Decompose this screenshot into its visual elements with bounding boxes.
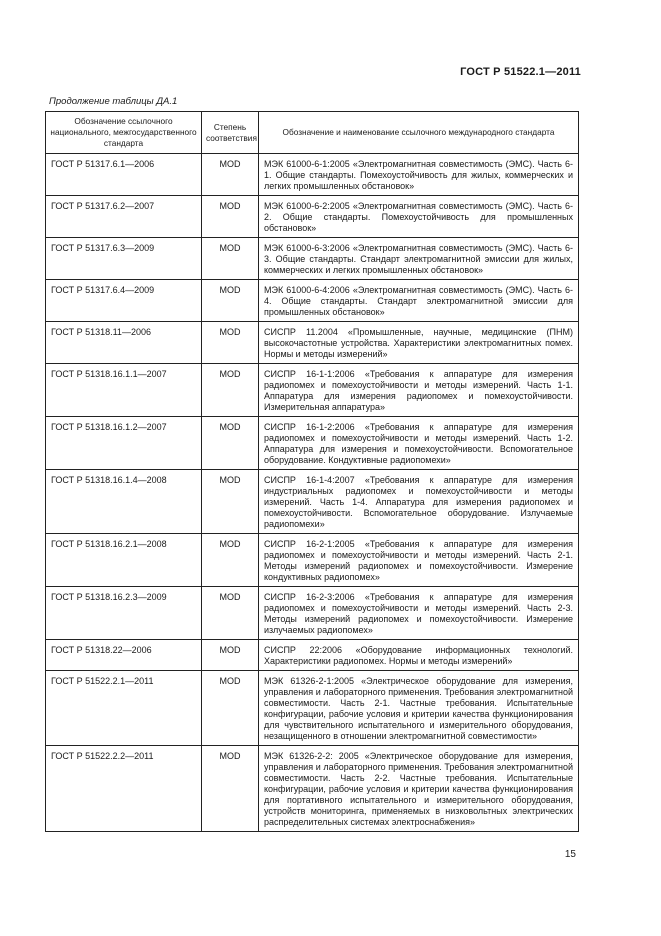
national-standard-cell: ГОСТ Р 51522.2.1—2011 [46,671,202,746]
international-standard-cell: СИСПР 16-2-1:2005 «Требования к аппаратуре для измерения радиопомех и помехоустойчивости и методы измерений. Часть 2-1. Методы измерений радиопомех и помехоустойчивости. Измерение кондуктивных радиопомех» [259,534,579,587]
reference-standards-table [45,111,579,832]
international-standard-cell: СИСПР 16-1-4:2007 «Требования к аппаратуре для измерения индустриальных радиопомех и помехоустойчивости и методы измерений. Часть 1-4. Аппаратура для измерения радиопомех и помехоустойчивости. Вспомогательное оборудование. Излучаемые радиопомехи» [259,470,579,534]
national-standard-cell: ГОСТ Р 51318.16.1.2—2007 [46,417,202,470]
international-standard-cell: СИСПР 16-1-1:2006 «Требования к аппаратуре для измерения радиопомех и помехоустойчивости и методы измерений. Часть 1-1. Аппаратура для измерения радиопомех и помехоустойчивости. Измерительная аппаратура» [259,364,579,417]
degree-cell: MOD [202,154,259,196]
international-standard-cell: МЭК 61326-2-2: 2005 «Электрическое оборудование для измерения, управления и лабораторного применения. Требования электромагнитной совместимости. Часть 2-2. Частные требования. Испытательные конфигурации, рабочие условия и критерии качества функционирования для портативного испытательного и измерительного оборудования, устройств мониторинга, применяемых в низковольтных электрических распределительных системах электроснабжения» [259,746,579,832]
table-row [46,746,579,832]
table-row [46,671,579,746]
page-number: 15 [564,849,576,860]
table-row [46,364,579,417]
degree-cell: MOD [202,238,259,280]
standard-code-header: ГОСТ Р 51522.1—2011 [460,66,581,78]
table-row [46,280,579,322]
table-row [46,154,579,196]
table-row [46,587,579,640]
column-header-national-standard: Обозначение ссылочного национального, межгосударственного стандарта [46,112,202,154]
degree-cell: MOD [202,746,259,832]
degree-cell: MOD [202,417,259,470]
column-header-international-standard: Обозначение и наименование ссылочного международного стандарта [259,112,579,154]
degree-cell: MOD [202,280,259,322]
national-standard-cell: ГОСТ Р 51318.22—2006 [46,640,202,671]
international-standard-cell: МЭК 61000-6-1:2005 «Электромагнитная совместимость (ЭМС). Часть 6-1. Общие стандарты. Помехоустойчивость для жилых, коммерческих и легких промышленных обстановок» [259,154,579,196]
national-standard-cell: ГОСТ Р 51318.16.1.1—2007 [46,364,202,417]
national-standard-cell: ГОСТ Р 51318.16.2.3—2009 [46,587,202,640]
table-caption: Продолжение таблицы ДА.1 [49,96,178,107]
national-standard-cell: ГОСТ Р 51317.6.3—2009 [46,238,202,280]
table-row [46,196,579,238]
international-standard-cell: МЭК 61000-6-2:2005 «Электромагнитная совместимость (ЭМС). Часть 6-2. Общие стандарты. Помехоустойчивость для промышленных обстановок» [259,196,579,238]
international-standard-cell: СИСПР 11.2004 «Промышленные, научные, медицинские (ПНМ) высокочастотные устройства. Характеристики электромагнитных помех. Нормы и методы измерений» [259,322,579,364]
international-standard-cell: СИСПР 22:2006 «Оборудование информационных технологий. Характеристики радиопомех. Нормы и методы измерений» [259,640,579,671]
table-row [46,417,579,470]
national-standard-cell: ГОСТ Р 51318.16.1.4—2008 [46,470,202,534]
table-row [46,534,579,587]
degree-cell: MOD [202,587,259,640]
degree-cell: MOD [202,322,259,364]
table-row [46,238,579,280]
international-standard-cell: СИСПР 16-1-2:2006 «Требования к аппаратуре для измерения радиопомех и помехоустойчивости и методы измерений. Часть 1-2. Аппаратура для измерения и помехоустойчивости. Вспомогательное оборудование. Кондуктивные радиопомехи» [259,417,579,470]
column-header-degree: Степень соответствия [202,112,259,154]
table-row [46,470,579,534]
international-standard-cell: МЭК 61000-6-4:2006 «Электромагнитная совместимость (ЭМС). Часть 6-4. Общие стандарты. Стандарт электромагнитной эмиссии для промышленных обстановок» [259,280,579,322]
international-standard-cell: МЭК 61326-2-1:2005 «Электрическое оборудование для измерения, управления и лабораторного применения. Требования электромагнитной совместимости. Часть 2-1. Частные требования. Испытательные конфигурации, рабочие условия и критерии качества функционирования для чувствительного испытательного и измерительного оборудования, незащищенного в отношении электромагнитной совместимости» [259,671,579,746]
degree-cell: MOD [202,470,259,534]
national-standard-cell: ГОСТ Р 51318.11—2006 [46,322,202,364]
degree-cell: MOD [202,534,259,587]
national-standard-cell: ГОСТ Р 51317.6.4—2009 [46,280,202,322]
national-standard-cell: ГОСТ Р 51522.2.2—2011 [46,746,202,832]
table-row [46,640,579,671]
degree-cell: MOD [202,196,259,238]
table-header-row [46,112,579,154]
national-standard-cell: ГОСТ Р 51317.6.2—2007 [46,196,202,238]
national-standard-cell: ГОСТ Р 51317.6.1—2006 [46,154,202,196]
degree-cell: MOD [202,671,259,746]
degree-cell: MOD [202,640,259,671]
national-standard-cell: ГОСТ Р 51318.16.2.1—2008 [46,534,202,587]
international-standard-cell: МЭК 61000-6-3:2006 «Электромагнитная совместимость (ЭМС). Часть 6-3. Общие стандарты. Стандарт электромагнитной эмиссии для жилых, коммерческих и легких промышленных обстановок» [259,238,579,280]
degree-cell: MOD [202,364,259,417]
international-standard-cell: СИСПР 16-2-3:2006 «Требования к аппаратуре для измерения радиопомех и помехоустойчивости и методы измерений. Часть 2-3. Методы измерений радиопомех и помехоустойчивости. Измерение излучаемых радиопомех» [259,587,579,640]
table-row [46,322,579,364]
